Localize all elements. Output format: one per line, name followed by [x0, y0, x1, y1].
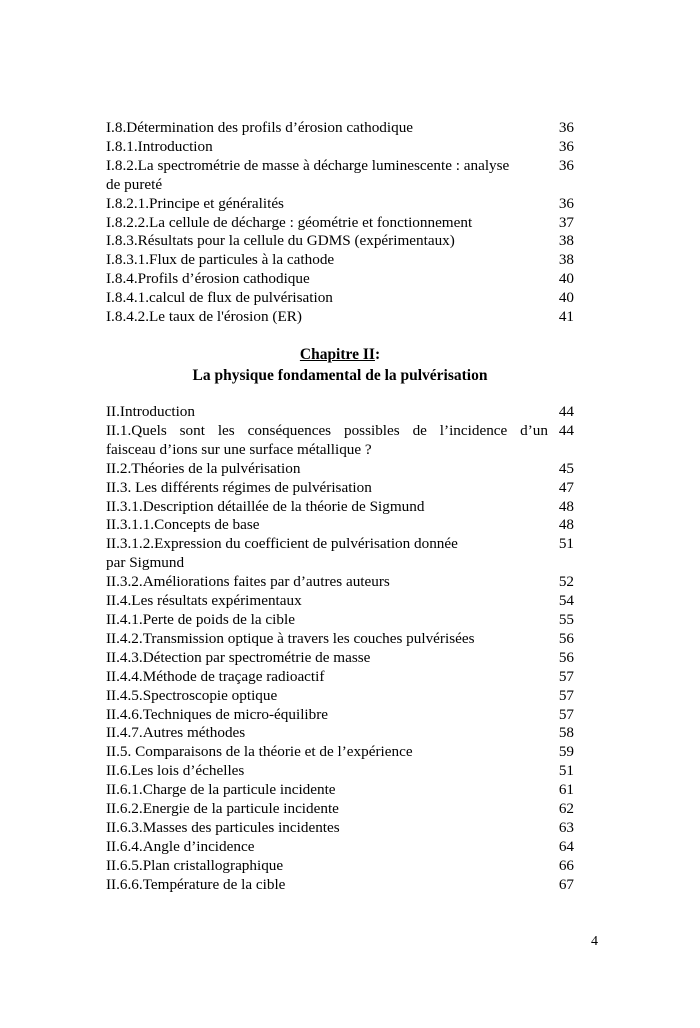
toc-entry[interactable]: [106, 138, 574, 157]
toc-entry-text: II.5. Comparaisons de la théorie et de l’expérience: [106, 743, 413, 761]
toc-entry-page: 54: [558, 592, 574, 610]
toc-entry-page: 41: [558, 308, 574, 326]
toc-entry[interactable]: [106, 687, 574, 706]
toc-entry-page: 45: [558, 459, 574, 477]
toc-section-ii: [106, 403, 574, 895]
toc-entry[interactable]: [106, 516, 574, 535]
toc-entry-page: 67: [558, 875, 574, 893]
toc-entry-page: 57: [558, 705, 574, 723]
toc-entry-text-cont: de pureté: [106, 175, 163, 193]
toc-entry[interactable]: [106, 479, 574, 498]
toc-entry-text: II.4.5.Spectroscopie optique: [106, 686, 278, 704]
toc-entry[interactable]: [106, 195, 574, 214]
toc-entry[interactable]: [106, 724, 574, 743]
toc-entry-page: 57: [558, 667, 574, 685]
toc-entry[interactable]: [106, 857, 574, 876]
page-number: 4: [591, 934, 598, 949]
toc-entry-text: II.3.1.1.Concepts de base: [106, 516, 260, 534]
toc-entry-page: 40: [558, 289, 574, 307]
toc-entry-text: I.8.4.2.Le taux de l'érosion (ER): [106, 308, 302, 326]
toc-entry-page: 48: [558, 516, 574, 534]
toc-entry-text: II.4.7.Autres méthodes: [106, 724, 246, 742]
toc-entry-text: I.8.2.2.La cellule de décharge : géométrie et fonctionnement: [106, 213, 473, 231]
toc-entry[interactable]: [106, 800, 574, 819]
toc-entry[interactable]: [106, 668, 574, 687]
toc-entry-page: 66: [558, 856, 574, 874]
toc-entry[interactable]: [106, 251, 574, 270]
toc-entry[interactable]: [106, 157, 574, 195]
toc-entry-text: II.3. Les différents régimes de pulvérisation: [106, 478, 372, 496]
toc-entry-text: II.3.1.2.Expression du coefficient de pulvérisation donnée: [106, 535, 458, 553]
toc-entry-text: II.6.1.Charge de la particule incidente: [106, 781, 336, 799]
toc-entry[interactable]: [106, 535, 574, 573]
toc-entry[interactable]: [106, 819, 574, 838]
toc-entry-text: I.8.4.1.calcul de flux de pulvérisation: [106, 289, 333, 307]
chapter-heading: [0, 345, 680, 365]
toc-entry-text: II.2.Théories de la pulvérisation: [106, 459, 301, 477]
toc-entry-page: 44: [558, 403, 574, 420]
toc-entry[interactable]: [106, 706, 574, 725]
toc-entry-page: 52: [558, 573, 574, 591]
toc-entry-text: II.4.3.Détection par spectrométrie de masse: [106, 648, 371, 666]
toc-entry-text: II.6.2.Energie de la particule incidente: [106, 800, 339, 818]
toc-entry-text: II.1.Quels sont les conséquences possibles de l’incidence d’un: [106, 421, 548, 439]
toc-entry-page: 48: [558, 497, 574, 515]
toc-entry-page: 38: [558, 251, 574, 269]
toc-entry-page: 63: [558, 818, 574, 836]
toc-entry-text: I.8.1.Introduction: [106, 137, 213, 155]
toc-entry[interactable]: [106, 649, 574, 668]
toc-entry[interactable]: [106, 289, 574, 308]
chapter-title: Chapitre II: [299, 346, 375, 363]
toc-entry[interactable]: [106, 630, 574, 649]
toc-entry[interactable]: [106, 270, 574, 289]
toc-entry-page: 38: [558, 232, 574, 250]
toc-entry-page: 36: [558, 194, 574, 212]
toc-entry-page: 64: [558, 837, 574, 855]
toc-entry-text: II.3.1.Description détaillée de la théorie de Sigmund: [106, 497, 425, 515]
toc-entry[interactable]: [106, 611, 574, 630]
toc-entry[interactable]: [106, 762, 574, 781]
toc-entry-page: 44: [558, 421, 574, 439]
toc-entry-text-cont: faisceau d’ions sur une surface métallique ?: [106, 440, 372, 458]
toc-entry[interactable]: [106, 573, 574, 592]
toc-entry-page: 51: [558, 762, 574, 780]
toc-entry-text: II.4.6.Techniques de micro-équilibre: [106, 705, 329, 723]
toc-entry-text: II.4.4.Méthode de traçage radioactif: [106, 667, 325, 685]
toc-entry-text: I.8.Détermination des profils d’érosion cathodique: [106, 119, 414, 136]
chapter-subtitle: La physique fondamental de la pulvérisation: [192, 367, 488, 384]
toc-entry[interactable]: [106, 838, 574, 857]
toc-entry-text: II.6.Les lois d’échelles: [106, 762, 245, 780]
toc-entry-text: I.8.3.1.Flux de particules à la cathode: [106, 251, 335, 269]
toc-entry-page: 40: [558, 270, 574, 288]
toc-entry-page: 62: [558, 800, 574, 818]
toc-entry-page: 56: [558, 629, 574, 647]
toc-entry-text: II.4.2.Transmission optique à travers les couches pulvérisées: [106, 629, 475, 647]
toc-entry[interactable]: [106, 781, 574, 800]
toc-entry[interactable]: [106, 592, 574, 611]
toc-entry[interactable]: [106, 498, 574, 517]
toc-entry-page: 58: [558, 724, 574, 742]
toc-entry[interactable]: [106, 460, 574, 479]
toc-entry-text: I.8.4.Profils d’érosion cathodique: [106, 270, 310, 288]
toc-entry-page: 37: [558, 213, 574, 231]
toc-entry-text: II.6.5.Plan cristallographique: [106, 856, 284, 874]
toc-entry[interactable]: [106, 743, 574, 762]
toc-entry-page: 51: [558, 535, 574, 553]
toc-entry[interactable]: [106, 232, 574, 251]
toc-entry-page: 61: [558, 781, 574, 799]
toc-entry-text: II.4.Les résultats expérimentaux: [106, 592, 302, 610]
toc-entry-page: 57: [558, 686, 574, 704]
toc-section-i: [106, 119, 574, 327]
toc-entry-text: II.3.2.Améliorations faites par d’autres auteurs: [106, 573, 390, 591]
toc-entry[interactable]: [106, 403, 574, 422]
toc-entry-page: 59: [558, 743, 574, 761]
toc-entry[interactable]: [106, 308, 574, 327]
toc-entry-page: 47: [558, 478, 574, 496]
toc-entry-text: II.6.3.Masses des particules incidentes: [106, 818, 340, 836]
toc-entry-text: II.6.6.Température de la cible: [106, 875, 286, 893]
toc-entry-page: 55: [558, 610, 574, 628]
toc-entry[interactable]: [106, 876, 574, 895]
chapter-colon: :: [374, 346, 381, 363]
toc-entry-page: 56: [558, 648, 574, 666]
toc-entry-text: II.Introduction: [106, 403, 195, 420]
toc-entry[interactable]: [106, 214, 574, 233]
toc-entry-text: I.8.2.1.Principe et généralités: [106, 194, 284, 212]
toc-entry-page: 36: [558, 119, 574, 136]
toc-entry-text: II.4.1.Perte de poids de la cible: [106, 610, 295, 628]
toc-entry-text: II.6.4.Angle d’incidence: [106, 837, 255, 855]
toc-entry[interactable]: [106, 119, 574, 138]
toc-entry-text: I.8.3.Résultats pour la cellule du GDMS (expérimentaux): [106, 232, 455, 250]
toc-entry-text-cont: par Sigmund: [106, 554, 185, 572]
toc-entry-page: 36: [558, 156, 574, 174]
toc-entry[interactable]: [106, 422, 574, 460]
toc-entry-page: 36: [558, 137, 574, 155]
toc-entry-text: I.8.2.La spectrométrie de masse à décharge luminescente : analyse: [106, 156, 510, 174]
